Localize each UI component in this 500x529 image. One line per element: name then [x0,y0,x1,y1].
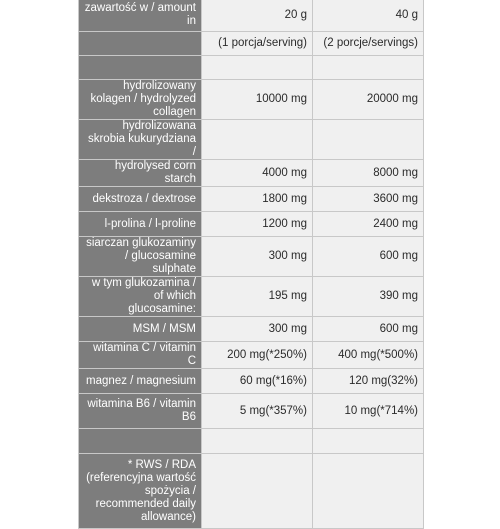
value-per-serving: 195 mg [202,277,313,317]
value-per-serving: 5 mg(*357%) [202,394,313,429]
value-two-servings: (2 porcje/servings) [313,32,424,56]
table-row [79,212,424,237]
value-two-servings: 8000 mg [313,160,424,187]
footnote-label: * RWS / RDA (referencyjna wartość spożycia / recommended daily allowance) [79,454,202,529]
row-label: magnez / magnesium [79,369,202,394]
row-label [79,429,202,454]
value-per-serving: 60 mg(*16%) [202,369,313,394]
row-label: l-prolina / l-proline [79,212,202,237]
table-row [79,277,424,317]
table-row [79,160,424,187]
table-row [79,120,424,160]
value-two-servings [313,120,424,160]
value-per-serving: 10000 mg [202,80,313,120]
value-two-servings: 10 mg(*714%) [313,394,424,429]
table-row [79,429,424,454]
value-per-serving: 4000 mg [202,160,313,187]
value-per-serving: 20 g [202,0,313,32]
value-per-serving: 300 mg [202,317,313,342]
row-label: w tym glukozamina / of which glucosamine: [79,277,202,317]
value-two-servings: 600 mg [313,317,424,342]
table-row [79,394,424,429]
row-label: dekstroza / dextrose [79,187,202,212]
value-per-serving: 300 mg [202,237,313,277]
value-per-serving: 200 mg(*250%) [202,342,313,369]
table-row [79,187,424,212]
value-two-servings: 3600 mg [313,187,424,212]
nutrition-table [78,0,424,529]
value-two-servings: 600 mg [313,237,424,277]
row-label: MSM / MSM [79,317,202,342]
value-two-servings: 390 mg [313,277,424,317]
value-two-servings: 20000 mg [313,80,424,120]
value-per-serving: 1800 mg [202,187,313,212]
value-two-servings: 40 g [313,0,424,32]
row-label: hydrolizowana skrobia kukurydziana / [79,120,202,160]
value-per-serving: (1 porcja/serving) [202,32,313,56]
value-per-serving [202,454,313,529]
row-label: siarczan glukozaminy / glucosamine sulphate [79,237,202,277]
table-row [79,237,424,277]
table-row [79,454,424,529]
row-label [79,56,202,80]
row-label [79,32,202,56]
row-label: witamina B6 / vitamin B6 [79,394,202,429]
table-row [79,80,424,120]
value-two-servings [313,454,424,529]
row-label: hydrolizowany kolagen / hydrolyzed collagen [79,80,202,120]
table-row [79,342,424,369]
value-per-serving [202,56,313,80]
table-row [79,32,424,56]
table-row [79,0,424,32]
row-label: hydrolysed corn starch [79,160,202,187]
value-two-servings [313,56,424,80]
value-two-servings: 2400 mg [313,212,424,237]
value-two-servings: 400 mg(*500%) [313,342,424,369]
value-two-servings: 120 mg(32%) [313,369,424,394]
value-per-serving [202,429,313,454]
value-per-serving: 1200 mg [202,212,313,237]
value-per-serving [202,120,313,160]
table-row [79,317,424,342]
table-row [79,369,424,394]
value-two-servings [313,429,424,454]
row-label: zawartość w / amount in [79,0,202,32]
table-row [79,56,424,80]
row-label: witamina C / vitamin C [79,342,202,369]
